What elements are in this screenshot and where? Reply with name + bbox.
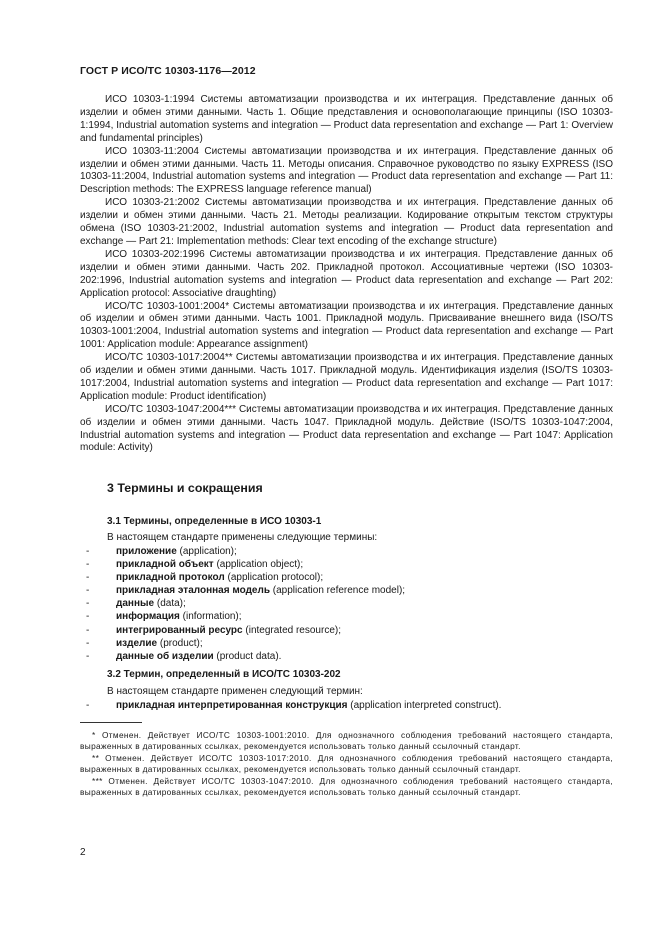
reference-item: ИСО/ТС 10303-1047:2004*** Системы автоматизации производства и их интеграция. Представление данных об изделии и обмен этими данными. Часть 1047. Прикладной модуль. Действие (ISO/TS 10303-1047:2004, Industrial automation systems and integration — Product data representation and exchange — Part 1047: Application module: Activity)	[80, 403, 613, 454]
term-english: (integrated resource);	[242, 624, 341, 636]
term-item: - интегрированный ресурс (integrated resource);	[86, 624, 341, 636]
reference-item: ИСО 10303-11:2004 Системы автоматизации производства и их интеграция. Представление данных об изделии и обмен этими данными. Часть 11. Методы описания. Справочное руководство по языку EXPRESS (ISO 10303-11:2004, Industrial automation systems and integration — Product data representation and exchange — Part 11: Description methods: The EXPRESS language reference manual)	[80, 145, 613, 196]
subsection-heading: 3.2 Термин, определенный в ИСО/ТС 10303-202	[107, 669, 341, 680]
term-name: приложение	[116, 546, 177, 557]
normative-references	[80, 94, 613, 455]
term-english: (application protocol);	[224, 572, 324, 584]
term-item: - приложение (application);	[86, 546, 237, 557]
term-item: - данные об изделии (product data).	[86, 650, 282, 662]
reference-item: ИСО 10303-1:1994 Системы автоматизации производства и их интеграция. Представление данных об изделии и обмен этими данными. Часть 1. Общие представления и основополагающие принципы (ISO 10303-1:1994, Industrial automation systems and integration — Product data representation and exchange — Part 1: Overview and fundamental principles)	[80, 94, 613, 144]
term-item: - прикладной объект (application object);	[86, 559, 304, 571]
footnote: * Отменен. Действует ИСО/ТС 10303-1001:2010. Для однозначного соблюдения требований настоящего стандарта, выраженных в датированных ссылках, рекомендуется использовать только данный ссылочный стандарт.	[80, 730, 613, 752]
term-item: - прикладной протокол (application protocol);	[86, 572, 324, 584]
footnote-divider	[80, 722, 142, 723]
term-name: данные	[116, 598, 155, 610]
footnotes	[80, 730, 613, 800]
subsection-intro: В настоящем стандарте применен следующий термин:	[107, 686, 363, 697]
term-item: - прикладная эталонная модель (application reference model);	[86, 585, 406, 597]
reference-item: ИСО/ТС 10303-1017:2004** Системы автоматизации производства и их интеграция. Представление данных об изделии и обмен этими данными. Часть 1017. Прикладной модуль. Идентификация изделия (ISO/TS 10303-1017:2004, Industrial automation systems and integration — Product data representation and exchange — Part 1017: Application module: Product identification)	[80, 352, 613, 402]
term-name: изделие	[116, 637, 158, 649]
term-name: данные об изделии	[116, 650, 214, 662]
section-heading: 3 Термины и сокращения	[107, 481, 263, 495]
page-number: 2	[80, 847, 86, 858]
term-english: (application reference model);	[269, 585, 406, 597]
term-name: прикладной объект	[116, 559, 214, 571]
term-list	[80, 699, 501, 712]
term-item: - информация (information);	[86, 611, 242, 623]
term-item: - изделие (product);	[86, 637, 203, 649]
term-item: - данные (data);	[86, 598, 186, 610]
term-item: - прикладная интерпретированная конструкция (application interpreted construct).	[86, 700, 502, 711]
term-english: (application interpreted construct).	[347, 700, 502, 711]
term-name: интегрированный ресурс	[116, 624, 243, 636]
reference-item: ИСО/ТС 10303-1001:2004* Системы автоматизации производства и их интеграция. Представление данных об изделии и обмен этими данными. Часть 1001. Прикладной модуль. Присваивание внешнего вида (ISO/TS 10303-1001:2004, Industrial automation systems and integration — Product data representation and exchange — Part 1001: Application module: Appearance assignment)	[80, 300, 613, 351]
term-name: прикладная интерпретированная конструкция	[116, 700, 348, 711]
term-english: (application object);	[213, 559, 304, 571]
reference-item: ИСО 10303-202:1996 Системы автоматизации производства и их интеграция. Представление данных об изделии и обмен этими данными. Часть 202. Прикладной протокол. Ассоциативные чертежи (ISO 10303-202:1996, Industrial automation systems and integration — Product data representation and exchange — Part 202: Application protocol: Associative draughting)	[80, 248, 613, 299]
term-english: (application);	[176, 546, 237, 557]
term-english: (product);	[157, 637, 203, 649]
footnote: ** Отменен. Действует ИСО/ТС 10303-1017:2010. Для однозначного соблюдения требований настоящего стандарта, выраженных в датированных ссылках, рекомендуется использовать только данный ссылочный стандарт.	[80, 753, 613, 775]
page-header: ГОСТ Р ИСО/ТС 10303-1176—2012	[80, 65, 256, 77]
term-english: (product data).	[213, 650, 282, 662]
reference-item: ИСО 10303-21:2002 Системы автоматизации производства и их интеграция. Представление данных об изделии и обмен этими данными. Часть 21. Методы реализации. Кодирование открытым текстом структуры обмена (ISO 10303-21:2002, Industrial automation systems and integration — Product data representation and exchange — Part 21: Implementation methods: Clear text encoding of the exchange structure)	[80, 197, 613, 247]
subsection-heading: 3.1 Термины, определенные в ИСО 10303-1	[107, 516, 322, 527]
term-english: (data);	[154, 598, 186, 610]
term-name: прикладной протокол	[116, 572, 225, 584]
term-list	[80, 545, 405, 663]
term-name: прикладная эталонная модель	[116, 585, 270, 597]
subsection-intro: В настоящем стандарте применены следующие термины:	[107, 532, 378, 543]
footnote: *** Отменен. Действует ИСО/ТС 10303-1047:2010. Для однозначного соблюдения требований настоящего стандарта, выраженных в датированных ссылках, рекомендуется использовать только данный ссылочный стандарт.	[80, 776, 613, 798]
term-name: информация	[116, 611, 180, 623]
term-english: (information);	[179, 611, 242, 623]
